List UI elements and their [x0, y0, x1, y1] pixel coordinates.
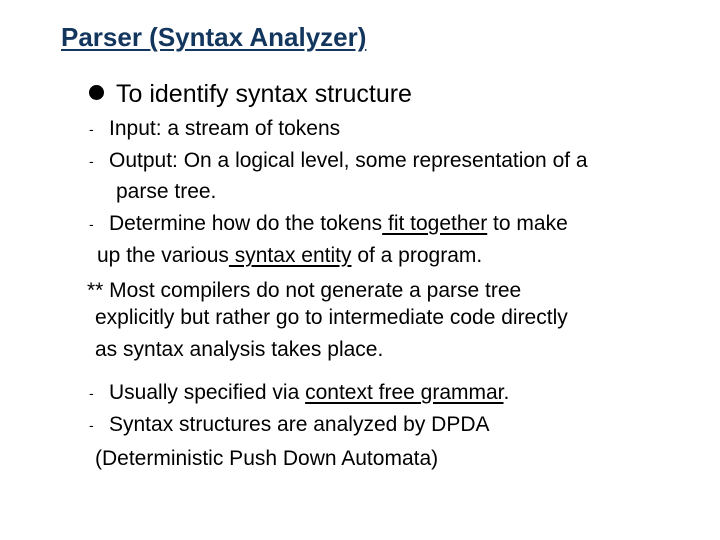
main-bullet-text: To identify syntax structure [116, 80, 412, 108]
usually-text: Usually specified via [109, 381, 306, 404]
slide-title: Parser (Syntax Analyzer) [61, 22, 367, 52]
usually-item [109, 381, 509, 405]
input-item: Input: a stream of tokens [109, 117, 341, 140]
syntax-item: Syntax structures are analyzed by DPDA [109, 413, 490, 436]
determine-text: of a program. [351, 244, 483, 267]
usually-text: . [503, 381, 510, 404]
bullet-dot-icon [89, 85, 104, 100]
output-item-line-1: Output: On a logical level, some representation of a [109, 149, 588, 172]
dash-marker: - [89, 121, 94, 137]
main-bullet [89, 80, 412, 109]
dash-marker: - [89, 385, 94, 401]
note-line-1: ** Most compilers do not generate a parse tree [87, 279, 522, 302]
syntax-entity-term: syntax entity [228, 244, 352, 267]
determine-text: up the various [97, 244, 229, 267]
determine-text: Determine how do the tokens [109, 212, 383, 235]
note-line-3: as syntax analysis takes place. [95, 338, 384, 361]
note-line-2: explicitly but rather go to intermediate code directly [95, 306, 568, 329]
output-item-line-2: parse tree. [116, 180, 217, 203]
determine-item-line-1 [109, 212, 568, 236]
determine-item-line-2 [97, 244, 482, 268]
determine-text: to make [487, 212, 568, 235]
dash-marker: - [89, 153, 94, 169]
dpda-item: (Deterministic Push Down Automata) [95, 447, 439, 470]
fit-together-term: fit together [382, 212, 488, 235]
dash-marker: - [89, 216, 94, 232]
context-free-grammar-term: context free grammar [305, 381, 504, 404]
dash-marker: - [89, 417, 94, 433]
